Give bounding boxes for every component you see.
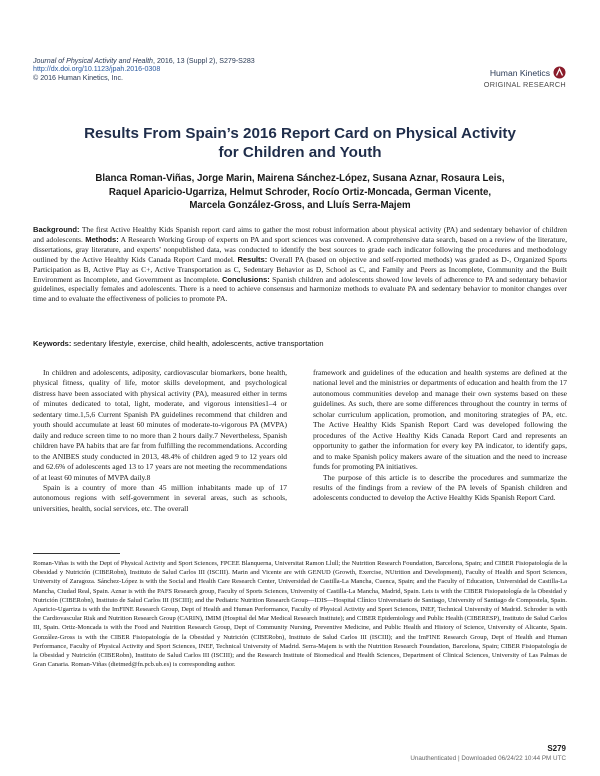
copyright: © 2016 Human Kinetics, Inc. bbox=[33, 73, 124, 82]
author-list: Blanca Roman-Viñas, Jorge Marin, Mairena Sánchez-López, Susana Aznar, Rosaura Leis, Raquel Aparicio-Ugarriza, Helmut Schroder, Rocío Ortiz-Moncada, German Vicente, Marcela González-Gross, and Lluís Serra-Majem bbox=[95, 173, 505, 212]
results-text: Overall PA (based on objective and self-reported methods) was graded as D-, Organized Sports Participation as B, Active Play as C+, Active Transportation as C, Sedentary Behavior as D, School as C, and Family and Peers as Incomplete, Community and the Built Environment as Incomplete, and Government as Incomplete. bbox=[33, 254, 567, 284]
methods-text: A Research Working Group of experts on PA and sport sciences was convened. A comprehensive data search, based on a review of the literature, dissertations, gray literature, and experts’ nonpublished data, was conducted to identify the best sources to grade each indicator following the procedures and methodology outlined by the Active Healthy Kids Canada Report Card model. bbox=[33, 234, 568, 264]
keywords bbox=[33, 339, 324, 348]
conclusions-text: Spanish children and adolescents showed low levels of adherence to PA and sedentary behavior guidelines, especially females and adolescents. There is a need to achieve consensus and harmonize methods to evaluate PA and sedentary behavior to monitor changes over time and to evaluate the effectiveness of policies to promote PA. bbox=[33, 274, 567, 304]
body-column-right bbox=[313, 368, 567, 504]
publisher-name-row bbox=[484, 66, 566, 79]
body-paragraph: The purpose of this article is to describe the procedures and summarize the results of the findings from a review of the PA levels of Spanish children and adolescents conducted to develop the Active Healthy Kids Spanish Report Card. bbox=[313, 472, 567, 503]
conclusions-label: Conclusions: bbox=[221, 274, 270, 284]
journal-name: Journal of Physical Activity and Health bbox=[33, 57, 153, 65]
human-kinetics-logo-icon bbox=[553, 66, 566, 79]
body-paragraph: Spain is a country of more than 45 million inhabitants made up of 17 autonomous regions with self-government in several areas, such as schools, universities, health, social services, etc. The overall bbox=[33, 482, 287, 513]
download-stamp: Unauthenticated | Downloaded 06/24/22 10:44 PM UTC bbox=[410, 755, 566, 762]
journal-header bbox=[33, 57, 255, 82]
author-affiliations: Roman-Viñas is with the Dept of Physical Activity and Sport Sciences, FPCEE Blanquerna, Universitat Ramon Llull; the Nutrition Research Foundation, Barcelona, Spain; and CIBER Fisiopatología de la Obesidad y Nutrición (CIBERobn), Instituto de Salud Carlos III (ISCIII). Marin and Vicente are with GENUD (Growth, Exercise, NUtrition and Development), Faculty of Health and Sport Sciences, University of Zaragoza. Sánchez-López is with the Social and Health Care Research Center, Universidad de Castilla-La Mancha, Cuenca, Spain; and the Faculty of Education, Universidad de Castilla-La Mancha, Ciudad Real, Spain. Aznar is with the PAFS Research group, Faculty of Sports Sciences, University of Castilla-La Mancha, Madrid, Spain. Leis is with the CIBER Fisiopatología de la Obesidad y Nutrición (CIBERobn), Instituto de Salud Carlos III (ISCIII); and the Pediatric Nutrition Research Group—IDIS—Hospital Clínico Universitario de Santiago, University of Santiago de Compostela, Spain. Aparicio-Ugarriza is with the ImFINE Research Group, Dept of Health and Human Performance, Faculty of Physical Activity and Sport Sciences, INEF, Technical University of Madrid. Schroder is with the Cardiovascular Risk and Nutrition Research Group (CARIN), IMIM (Hospital del Mar Medical Research Institute); and CIBER Epidemiology and Public Health (CIBERESP), Instituto de Salud Carlos III, Spain. Ortiz-Moncada is with the Food and Nutrition Research Group, Dept of Community Nursing, Preventive Medicine, and Public Health and History of Science, University of Alicante, Spain. González-Gross is with the CIBER Fisiopatología de la Obesidad y Nutrición (CIBERobn), Instituto de Salud Carlos III (ISCIII); and the ImFINE Research Group, Dept of Health and Human Performance, Faculty of Physical Activity and Sport Sciences, INEF, Technical University of Madrid. Serra-Majem is with the Nutrition Research Foundation, Barcelona, Spain; CIBER Fisiopatología de la Obesidad y Nutrición (CIBERobn), Instituto de Salud Carlos III (ISCIII); and the Research Institute of Biomedical and Health Sciences, Department of Clinical Sciences, University of Las Palmas de Gran Canaria. Roman-Viñas (dietmed@fn.pcb.ub.es) is corresponding author. bbox=[33, 560, 567, 669]
doi-link[interactable]: http://dx.doi.org/10.1123/jpah.2016-0308 bbox=[33, 65, 161, 74]
publisher-name: Human Kinetics bbox=[489, 67, 550, 78]
body-paragraph: framework and guidelines of the education and health systems are defined at the national level and the ministries or departments of education and health from the 17 autonomous communities develop and manage their own systems based on these guidelines. As such, there are some differences throughout the country in terms of scholar curriculum application, promotion, and monitoring strategies of PA, etc. The Active Healthy Kids Spanish Report Card was developed following the procedures of the Active Healthy Kids Canada Report Card and represents an opportunity to gather the information for every key PA indicator, to identify gaps, and to make Spanish policy makers aware of the situation and the need to increase funds for promoting PA initiatives. bbox=[313, 368, 567, 472]
article-type: ORIGINAL RESEARCH bbox=[483, 80, 566, 89]
page-number: S279 bbox=[547, 744, 566, 753]
background-text: The first Active Healthy Kids Spanish report card aims to gather the most robust information about physical activity (PA) and sedentary behavior of children and adolescents. bbox=[33, 225, 567, 244]
body-column-left bbox=[33, 368, 287, 514]
methods-label: Methods: bbox=[85, 234, 119, 244]
footnote-divider bbox=[33, 553, 120, 554]
abstract bbox=[33, 225, 567, 304]
article-title: Results From Spain’s 2016 Report Card on Physical Activity for Children and Youth bbox=[84, 125, 516, 161]
keywords-text: sedentary lifestyle, exercise, child health, adolescents, active transportation bbox=[71, 339, 324, 348]
keywords-label: Keywords: bbox=[33, 339, 72, 348]
body-paragraph: In children and adolescents, adiposity, cardiovascular biomarkers, bone health, physical fitness, quality of life, motor skills development, and psychological distress have been associated with physical activity (PA), measured either in terms of minutes dedicated to total, light, moderate, and vigorous intensities1–4 or sedentary time.1,5,6 Current Spanish PA guidelines recommend that children and youth should accumulate at least 60 minutes of moderate-to-vigorous PA (MVPA) daily and reduce screen time to no more than 2 hours daily.7 Nevertheless, Spanish children have PA habits that are far from fulfilling the recommendations. According to the ANIBES study conducted in 2013, 48.4% of children aged 9 to 12 years old and 62.6% of adolescents aged 13 to 17 years are not meeting the recommendations of at least 60 minutes of MVPA daily.8 bbox=[33, 368, 287, 482]
journal-citation: Journal of Physical Activity and Health, 2016, 13 (Suppl 2), S279-S283 bbox=[33, 57, 255, 65]
background-label: Background: bbox=[33, 225, 80, 234]
publisher-block bbox=[484, 66, 566, 89]
results-label: Results: bbox=[237, 254, 268, 264]
